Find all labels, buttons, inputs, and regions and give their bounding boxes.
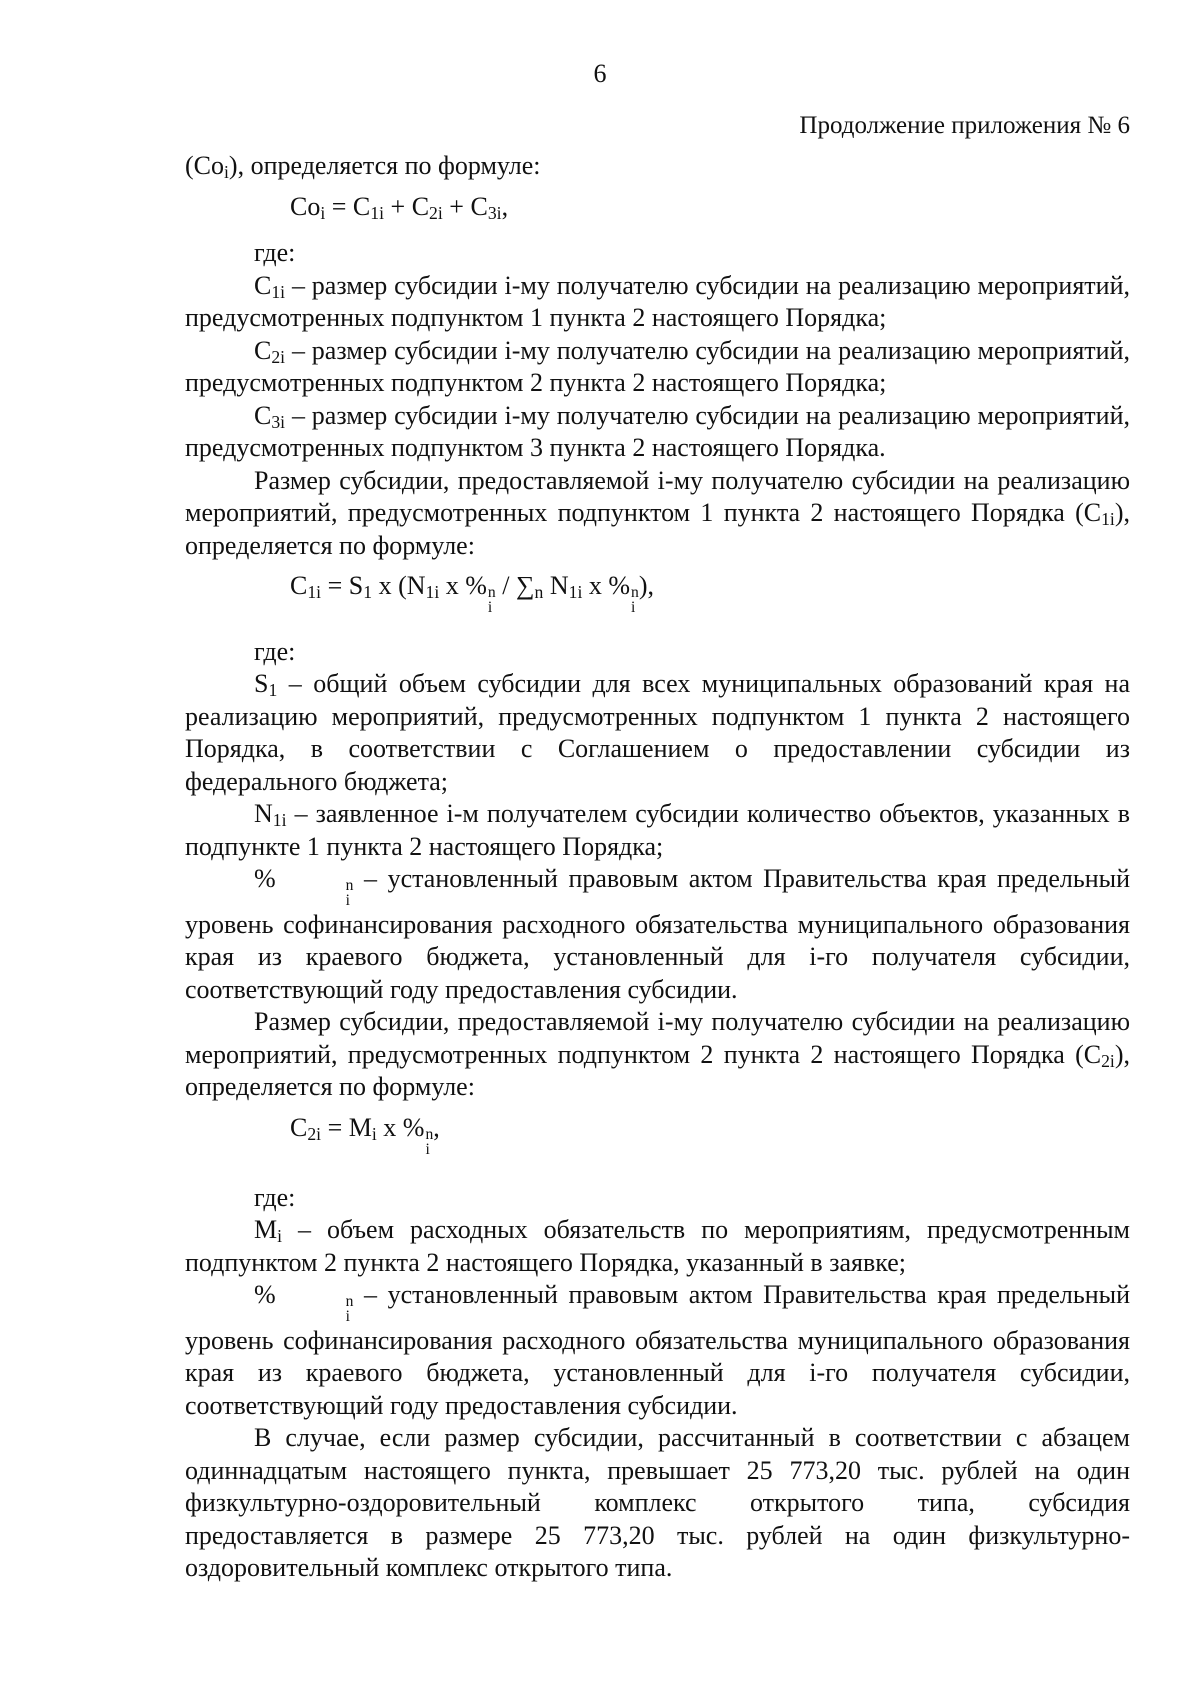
paragraph-c2: Размер субсидии, предоставляемой i-му получателю субсидии на реализацию мероприятий, предусмотренных подпунктом 2 пункта 2 настоящего Порядка $(C_{2i})$, определяется по формуле:	[185, 1007, 1130, 1102]
page-number: 6	[593, 59, 607, 88]
def-c3: $C_{3i}$ – размер субсидии i-му получателю субсидии на реализацию мероприятий, предусмотренных подпунктом 3 пункта 2 настоящего Порядка.	[185, 400, 1130, 462]
def-pct-1: % n i – установленный правовым актом Правительства края предельный уровень софинансирования расходного обязательства муниципального образования края из краевого бюджета, установленный для i-го получателя субсидии, соответствующий году предоставления субсидии.	[185, 864, 1130, 1004]
intro-line: $(Co_i)$, определяется по формуле:	[185, 151, 541, 182]
def-n1: $N_{1i}$ – заявленное i-м получателем субсидии количество объектов, указанных в подпункте 1 пункта 2 настоящего Порядка;	[185, 799, 1130, 861]
where-label-2: где:	[254, 636, 296, 666]
paragraph-c1: Размер субсидии, предоставляемой i-му получателю субсидии на реализацию мероприятий, предусмотренных подпунктом 1 пункта 2 настоящего Порядка $(C_{1i})$, определяется по формуле:	[185, 465, 1130, 560]
formula-co: $Co_i = C_{1i} + C_{2i} + C_{3i}$,	[290, 191, 509, 223]
where-label-1: где:	[254, 238, 296, 267]
def-c2: $C_{2i}$ – размер субсидии i-му получателю субсидии на реализацию мероприятий, предусмотренных подпунктом 2 пункта 2 настоящего Порядка;	[185, 335, 1130, 397]
formula-c2: $C_{2i} = M_i$ x % n i ,	[290, 1112, 440, 1158]
appendix-header: Продолжение приложения № 6	[799, 112, 1130, 139]
def-pct-2: % n i – установленный правовым актом Правительства края предельный уровень софинансирования расходного обязательства муниципального образования края из краевого бюджета, установленный для i-го получателя субсидии, соответствующий году предоставления субсидии.	[185, 1280, 1130, 1420]
def-m: $M_i$ – объем расходных обязательств по мероприятиям, предусмотренным подпунктом 2 пункта 2 настоящего Порядка, указанный в заявке;	[185, 1215, 1130, 1277]
def-c1: $C_{1i}$ – размер субсидии i-му получателю субсидии на реализацию мероприятий, предусмотренных подпунктом 1 пункта 2 настоящего Порядка;	[185, 270, 1130, 332]
document-body	[185, 150, 1130, 1585]
where-label-3: где:	[254, 1182, 296, 1212]
final-paragraph: В случае, если размер субсидии, рассчитанный в соответствии с абзацем одиннадцатым настоящего пункта, превышает 25 773,20 тыс. рублей на один физкультурно-оздоровительный комплекс открытого типа, субсидия предоставляется в размере 25 773,20 тыс. рублей на один физкультурно-оздоровительный комплекс открытого типа.	[185, 1423, 1130, 1583]
def-s1: $S_1$ – общий объем субсидии для всех муниципальных образований края на реализацию мероприятий, предусмотренных подпунктом 1 пункта 2 настоящего Порядка, в соответствии с Соглашением о предоставлении субсидии из федерального бюджета;	[185, 669, 1130, 796]
formula-c1: $C_{1i} = S_1$ x ($N_{1i}$ x % n i / $\sum_n$ $N_{1i}$ x % n i ),	[290, 571, 654, 616]
